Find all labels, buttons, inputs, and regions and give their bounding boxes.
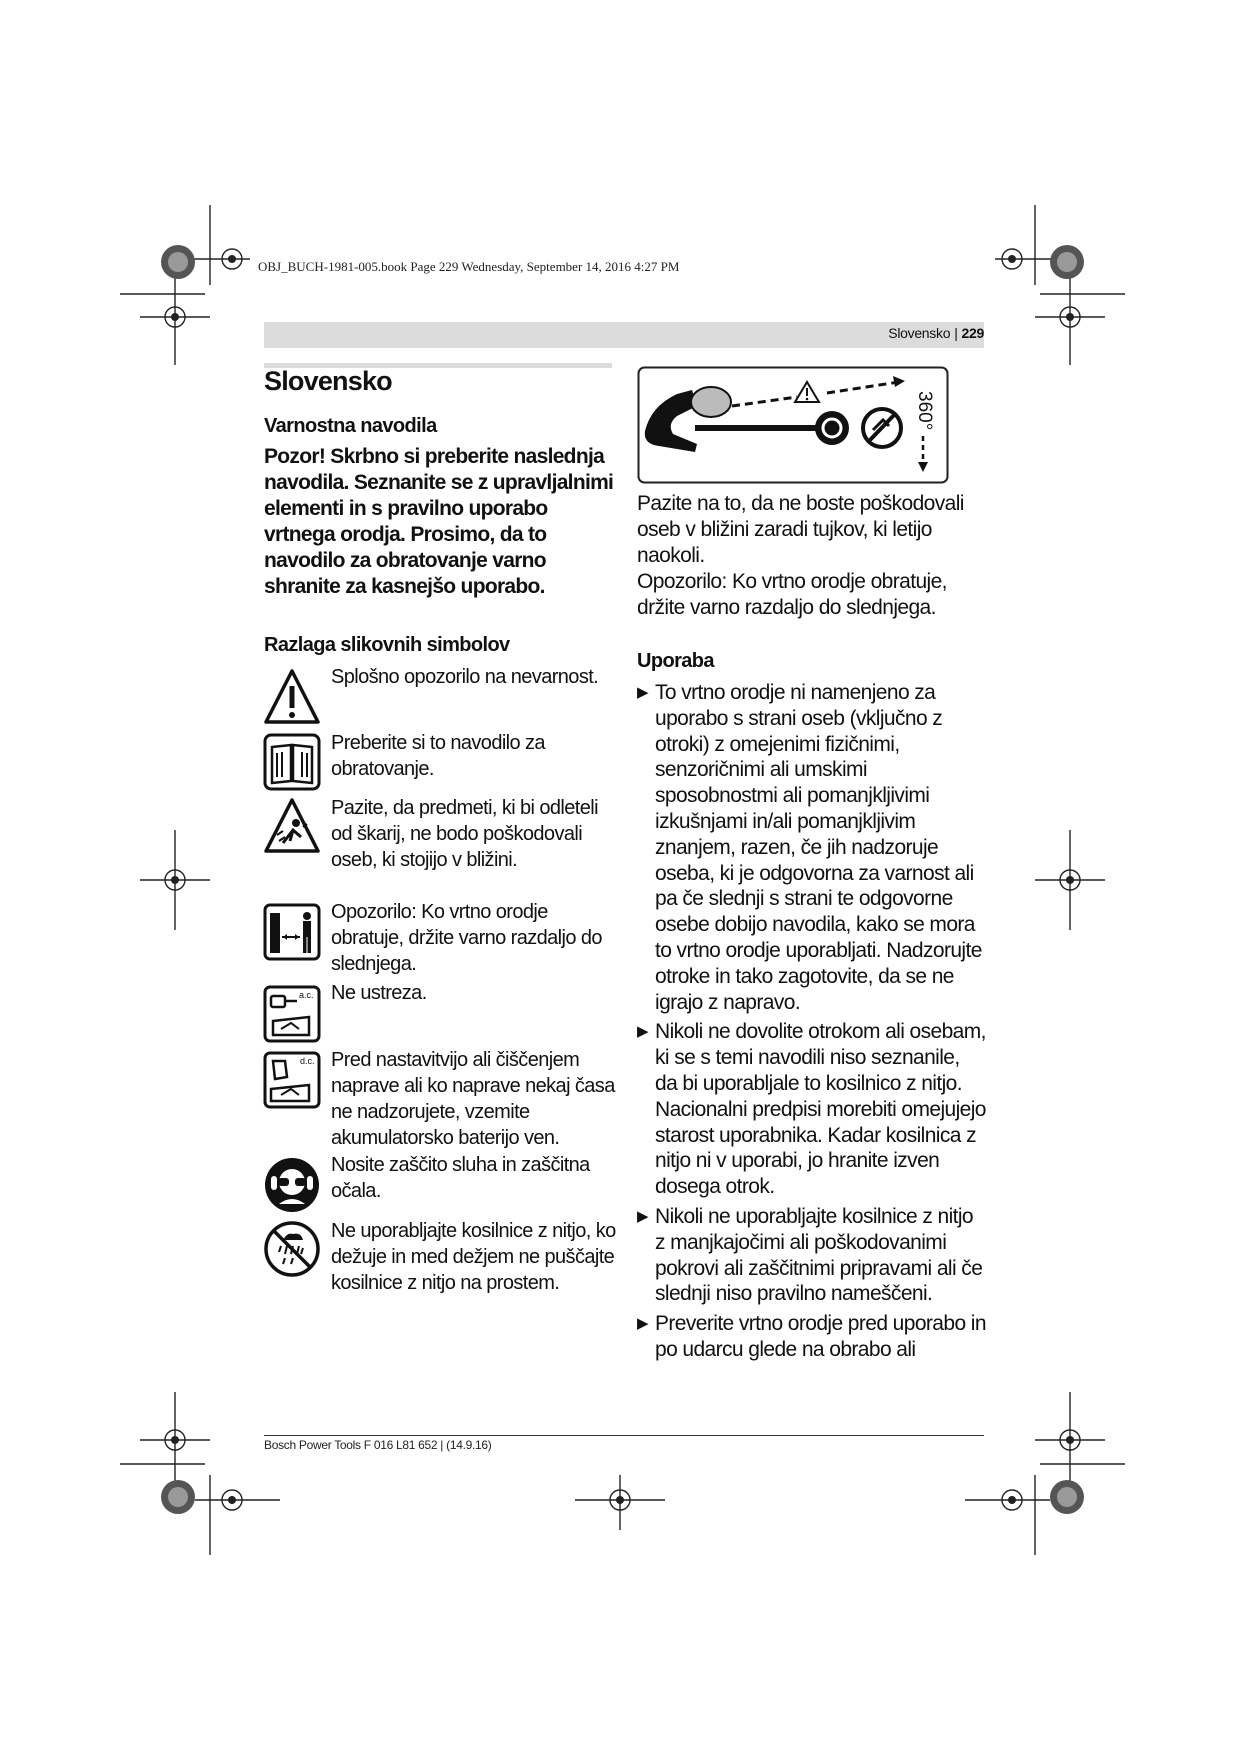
safety-intro: Pozor! Skrbno si preberite naslednja navodila. Seznanite se z upravljalnimi elementi in s pravilno uporabo vrtnega orodja. Prosimo, da to navodilo za obratovanje varno shranite za kasnejšo uporabo. xyxy=(264,445,614,598)
debris-paragraph: Pazite na to, da ne boste poškodovali oseb v bližini zaradi tujkov, ki letijo naokoli. xyxy=(637,492,964,567)
warning-triangle-icon xyxy=(263,668,321,726)
ac-label: a.c. xyxy=(299,990,314,1000)
page-number: 229 xyxy=(961,325,984,341)
symbol-text-ac: Ne ustreza. xyxy=(331,982,427,1004)
header-bar xyxy=(264,322,984,348)
list-item: ▶ Nikoli ne uporabljajte kosilnice z nitjo z manjkajočimi ali poškodovanimi pokrovi ali zaščitnimi pripravami ali če slednji niso pravilno nameščeni. xyxy=(637,1204,983,1306)
ac-plug-icon xyxy=(263,985,321,1043)
usage-heading: Uporaba xyxy=(637,650,714,672)
symbol-text-protection: Nosite zaščito sluha in zaščitna očala. xyxy=(331,1154,590,1202)
bullet-arrow-icon: ▶ xyxy=(637,684,648,701)
symbol-text-rain: Ne uporabljajte kosilnice z nitjo, ko dežuje in med dežjem ne puščajte kosilnice z nitjo na prostem. xyxy=(331,1220,616,1294)
safe-distance-icon xyxy=(263,903,321,961)
print-info: OBJ_BUCH-1981-005.book Page 229 Wednesday, September 14, 2016 4:27 PM xyxy=(258,259,680,274)
symbols-heading: Razlaga slikovnih simbolov xyxy=(264,634,510,656)
header-language: Slovensko xyxy=(888,325,951,341)
usage-list xyxy=(637,680,987,1367)
trimmer-distance-diagram xyxy=(637,366,949,484)
footer: Bosch Power Tools F 016 L81 652 | (14.9.16) xyxy=(264,1438,492,1452)
safety-heading: Varnostna navodila xyxy=(264,415,437,437)
dc-battery-icon xyxy=(263,1051,321,1109)
no-rain-icon xyxy=(263,1220,321,1278)
symbol-text-debris: Pazite, da predmeti, ki bi odleteli od škarij, ne bodo poškodovali oseb, ki stojijo v bližini. xyxy=(331,797,598,871)
bullet-arrow-icon: ▶ xyxy=(637,1207,648,1225)
list-item: ▶ To vrtno orodje ni namenjeno za uporabo s strani oseb (vključno z otroki) z omejenimi fizičnimi, senzoričnimi ali umskimi sposobnostmi ali pomanjkljivimi izkušnjami in/ali pomanjkljivim znanjem, razen, če jih nadzoruje oseba, ki je odgovorna za varnost ali pa če slednji s strani te odgovorne osebe dobijo navodila, kako se mora to vrtno orodje uporabljati. Nadzorujte otroke in tako zagotovite, da se ne igrajo z napravo. xyxy=(637,681,982,1014)
angle-label: 360° xyxy=(914,391,935,431)
symbol-text-distance: Opozorilo: Ko vrtno orodje obratuje, držite varno razdaljo do slednjega. xyxy=(331,901,602,975)
dc-label: d.c. xyxy=(300,1056,315,1066)
symbol-text-warning: Splošno opozorilo na nevarnost. xyxy=(331,666,599,688)
ear-eye-protection-icon xyxy=(263,1156,321,1214)
manual-book-icon xyxy=(263,733,321,791)
flying-debris-icon xyxy=(263,797,321,855)
list-item: ▶ Preverite vrtno orodje pred uporabo in po udarcu glede na obrabo ali xyxy=(637,1312,986,1361)
distance-paragraph: Opozorilo: Ko vrtno orodje obratuje, držite varno razdaljo do slednjega. xyxy=(637,570,947,619)
running-header: Slovensko | 229 xyxy=(888,325,984,341)
footer-rule xyxy=(264,1435,984,1436)
section-title: Slovensko xyxy=(264,366,392,396)
symbol-text-dc: Pred nastavitvijo ali čiščenjem naprave ali ko naprave nekaj časa ne nadzorujete, vzemite akumulatorsko baterijo ven. xyxy=(331,1049,615,1149)
symbol-text-manual: Preberite si to navodilo za obratovanje. xyxy=(331,732,545,780)
bullet-arrow-icon: ▶ xyxy=(637,1315,648,1333)
list-item: ▶ Nikoli ne dovolite otrokom ali osebam, ki se s temi navodili niso seznanile, da bi uporabljale to kosilnico z nitjo. Nacionalni predpisi morebiti omejujejo starost uporabnika. Kadar kosilnica z nitjo ni v uporabi, jo hranite izven dosega otrok. xyxy=(637,1020,986,1199)
bullet-arrow-icon: ▶ xyxy=(637,1023,648,1041)
